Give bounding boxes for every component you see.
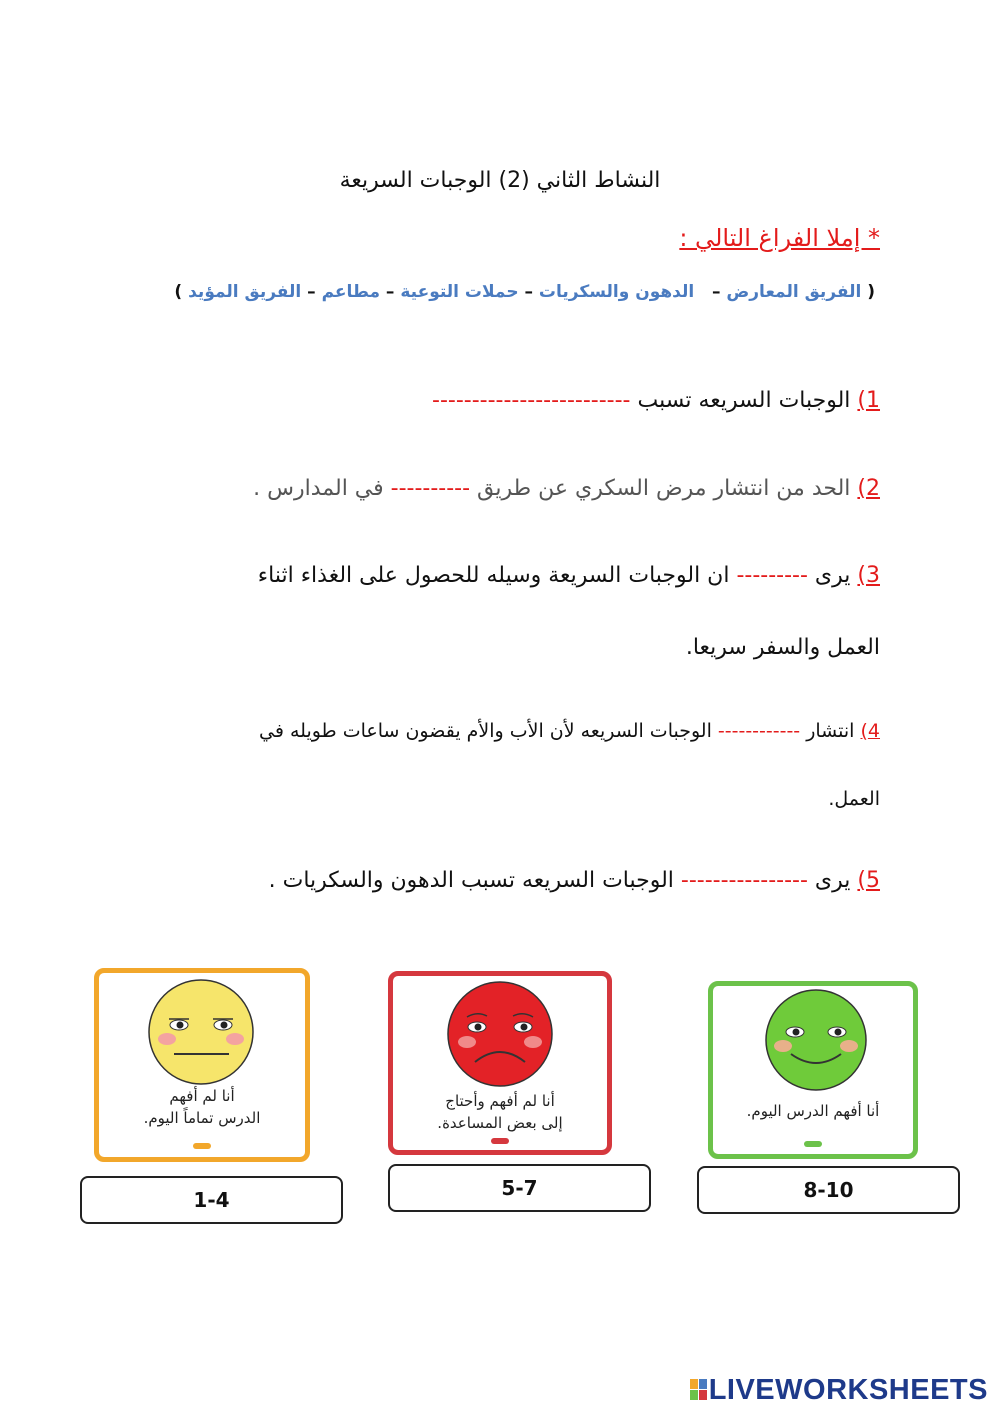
brand-wordmark: LIVEWORKSHEETS <box>708 1374 988 1406</box>
question-4 <box>259 720 880 742</box>
range-box-8-10[interactable]: 8-10 <box>697 1166 960 1214</box>
word-bank-item: الفريق المعارض <box>726 282 862 302</box>
question-4-continued: العمل. <box>828 788 880 810</box>
publisher-logo-icon <box>193 1143 211 1149</box>
answer-blank[interactable]: ------------ <box>717 720 801 742</box>
answer-blank[interactable]: --------- <box>736 563 808 588</box>
instruction-heading: * إملا الفراغ التالي : <box>679 224 880 252</box>
word-bank-item: الدهون والسكريات <box>538 282 695 302</box>
answer-blank[interactable]: ---------- <box>390 476 471 501</box>
answer-blank[interactable]: ------------------------- <box>432 388 631 413</box>
question-number: 3) <box>857 563 880 588</box>
question-text-after: الوجبات السريعه لأن الأب والأم يقضون ساعات طويله في <box>259 720 712 742</box>
question-text: يرى <box>814 868 851 893</box>
word-bank-item: مطاعم <box>321 282 380 302</box>
word-bank-separator: – <box>385 282 395 302</box>
word-bank-separator: – <box>524 282 533 302</box>
question-text: الحد من انتشار مرض السكري عن طريق <box>477 476 851 501</box>
feedback-card-sad <box>388 971 612 1155</box>
question-text: يرى <box>814 563 851 588</box>
word-bank-open-paren: ( <box>867 282 875 302</box>
publisher-logo-icon <box>804 1141 822 1147</box>
question-number: 2) <box>857 476 880 501</box>
card-caption-line: أنا لم أفهم <box>169 1087 235 1105</box>
card-caption-line: أنا لم أفهم وأحتاج <box>445 1092 555 1110</box>
publisher-logo-icon <box>491 1138 509 1144</box>
range-box-5-7[interactable]: 5-7 <box>388 1164 651 1212</box>
question-text-after: الوجبات السريعه تسبب الدهون والسكريات . <box>268 868 674 893</box>
question-text-after: في المدارس . <box>253 476 384 501</box>
card-caption-line: الدرس تماماً اليوم. <box>143 1109 261 1127</box>
feedback-card-neutral <box>94 968 310 1162</box>
question-text: الوجبات السريعه تسبب <box>637 388 851 413</box>
card-caption-line: أنا أفهم الدرس اليوم. <box>746 1102 880 1120</box>
activity-title: النشاط الثاني (2) الوجبات السريعة <box>339 168 661 193</box>
question-3 <box>258 563 880 588</box>
question-text: انتشار <box>806 720 855 742</box>
word-bank <box>174 282 875 302</box>
question-2 <box>253 476 880 501</box>
answer-blank[interactable]: ---------------- <box>680 868 808 893</box>
happy-face-icon <box>713 988 913 1098</box>
question-1 <box>432 388 880 413</box>
word-bank-separator: – <box>711 282 721 302</box>
question-text-after: ان الوجبات السريعة وسيله للحصول على الغذاء اثناء <box>257 563 730 588</box>
word-bank-item: الفريق المؤيد <box>188 282 302 302</box>
neutral-face-icon <box>99 977 305 1087</box>
question-3-continued: العمل والسفر سريعا. <box>685 635 880 660</box>
word-bank-separator: – <box>307 282 316 302</box>
sad-face-icon <box>393 980 607 1090</box>
feedback-card-happy <box>708 981 918 1159</box>
question-number: 1) <box>857 388 880 413</box>
word-bank-close-paren: ) <box>174 282 183 302</box>
question-number: 5) <box>857 868 880 893</box>
question-5 <box>269 868 880 893</box>
question-number: 4) <box>860 720 880 742</box>
word-bank-item: حملات التوعية <box>400 282 519 302</box>
range-box-1-4[interactable]: 1-4 <box>80 1176 343 1224</box>
card-caption-line: إلى بعض المساعدة. <box>437 1114 563 1132</box>
